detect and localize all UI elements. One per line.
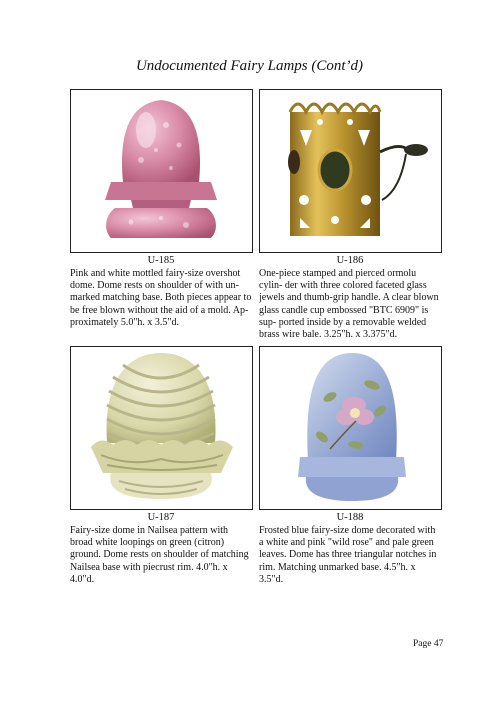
item-description-u185: Pink and white mottled fairy-size overshot dome. Dome rests on shoulder of with un- marked matching base. Both pieces appear to be free blown without the aid of a mold. Ap- proximately 5.0"h. x 3.5"d.	[70, 268, 252, 328]
page-title: Undocumented Fairy Lamps (Cont’d)	[135, 58, 364, 74]
item-description-u188: Frosted blue fairy-size dome decorated with a white and pink "wild rose" and pale green leaves. Dome has three triangular notches in rim. Matching unmarked base. 4.5"h. x 3.5"d.	[259, 525, 437, 585]
item-code-u187: U-187	[147, 512, 175, 523]
item-description-u186: One-piece stamped and pierced ormolu cylin- der with three colored faceted glass jewels and thumb-grip handle. A clear blown glass candle cup embossed "BTC 6909" is sup- ported inside by a removable welded brass wire bale. 3.25"h. x 3.375"d.	[259, 268, 439, 341]
nailsea-fairy-lamp-image	[71, 347, 252, 509]
ormolu-fairy-lamp-image	[260, 90, 441, 252]
page-number: Page 47	[413, 639, 444, 649]
blue-rose-fairy-lamp-image	[260, 347, 441, 509]
item-description-u187: Fairy-size dome in Nailsea pattern with broad white loopings on green (citron) ground. Dome rests on shoulder of matching Nailsea base with piecrust rim. 4.0"h. x 4.0"d.	[70, 525, 249, 585]
item-code-u186: U-186	[336, 255, 364, 266]
lamp-photo-u188	[259, 346, 442, 510]
item-code-u188: U-188	[336, 512, 364, 523]
item-code-u185: U-185	[147, 255, 175, 266]
lamp-photo-u187	[70, 346, 253, 510]
lamp-photo-u185	[70, 89, 253, 253]
lamp-photo-u186	[259, 89, 442, 253]
pink-fairy-lamp-image	[71, 90, 252, 252]
